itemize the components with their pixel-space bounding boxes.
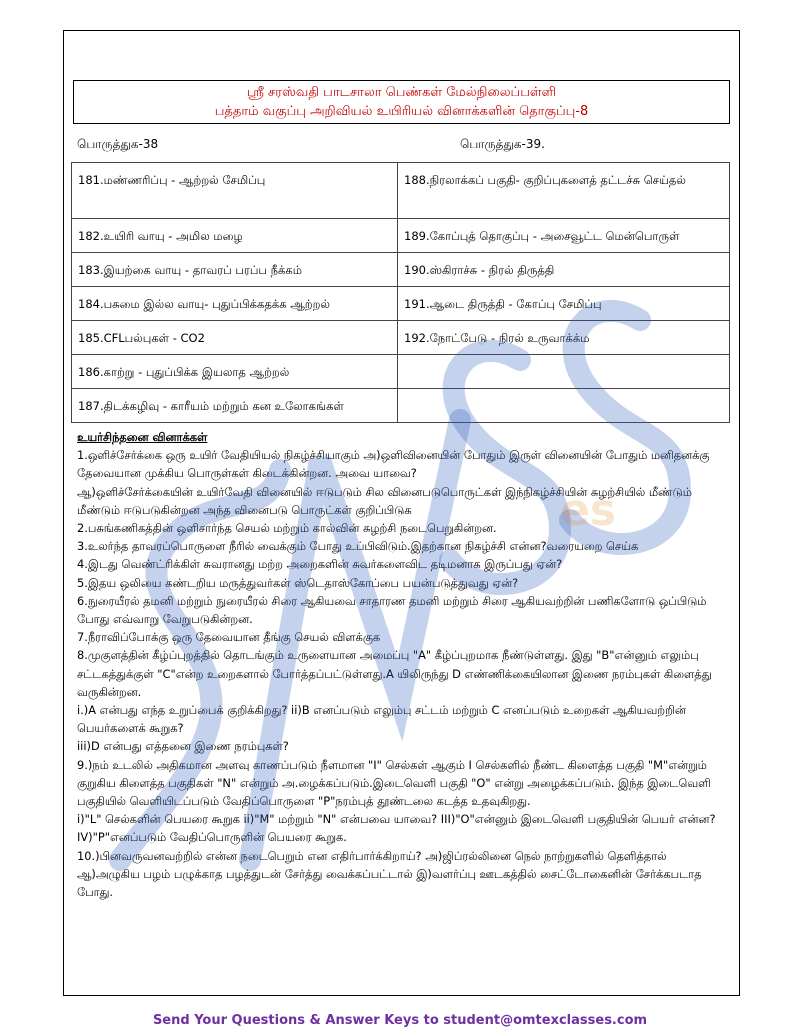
match-cell-empty bbox=[398, 389, 730, 423]
question-line: 10.)பினவருவனவற்றில் என்ன நடைபெறும் என எதிர்பார்க்கிறாய்? அ)ஜிப்ரல்லினை நெல் நாற்றுகளில் தெளித்தால் ஆ)அழுகிய பழம் பழுக்காத பழத்துடன் சேர்த்து வைக்கப்பட்டால் இ)வளர்ப்பு ஊடகத்தில் சைட்டோகைனின் சேர்க்கபடாத போது. bbox=[77, 848, 702, 900]
match-cell-184: 184.பசுமை இல்ல வாயு- புதுப்பிக்கதக்க ஆற்றல் bbox=[72, 287, 398, 321]
match-cell-186: 186.காற்று - புதுப்பிக்க இயலாத ஆற்றல் bbox=[72, 355, 398, 389]
footer-contact: Send Your Questions & Answer Keys to student@omtexclasses.com bbox=[152, 1013, 648, 1028]
match-cell-183: 183.இயற்கை வாயு - தாவரப் பரப்ப நீக்கம் bbox=[72, 253, 398, 287]
match-cell-190: 190.ஸ்கிராச்சு - நிரல் திருத்தி bbox=[398, 253, 730, 287]
svg-text:es: es bbox=[560, 485, 617, 536]
match-table bbox=[71, 162, 730, 423]
match-cell-empty bbox=[398, 355, 730, 389]
question-line: 8.முகுளத்தின் கீழ்ப்புறத்தில் தொடங்கும் உருளையான அமைப்பு "A" கீழ்ப்புறமாக நீண்டுள்ளது. இது "B"என்னும் எலும்பு சட்டகத்துக்குள் "C"என்ற உறைகளால் போர்த்தப்பட்டுள்ளது.A யிலிருந்து D எண்ணிக்கையிலான இணை நரம்புகள் கிளைத்து வருகின்றன. bbox=[77, 648, 712, 699]
match-heading-38: பொருத்துக-38 bbox=[77, 137, 159, 151]
question-line: 5.இதய ஒலியை கண்டறிய மருத்துவர்கள் ஸ்டெதாஸ்கோப்பை பயன்படுத்துவது ஏன்? bbox=[77, 575, 519, 590]
match-heading-39: பொருத்துக-39. bbox=[460, 137, 545, 151]
question-line: 6.நுரையீரல் தமனி மற்றும் நுரையீரல் சிரை ஆகியவை சாதாரண தமனி மற்றும் சிரை ஆகியவற்றின் பணிகளோடு ஒப்பிடும் போது எவ்வாறு வேறுபடுகின்றன. bbox=[77, 593, 707, 627]
questions-section bbox=[77, 428, 727, 901]
table-row bbox=[72, 219, 730, 253]
table-row bbox=[72, 389, 730, 423]
question-line: 4.இடது வெண்ட்ரிக்கிள் சுவரானது மற்ற அறைகளின் சுவர்களைவிட தடிமனாக இருப்பது ஏன்? bbox=[77, 557, 563, 572]
table-row bbox=[72, 321, 730, 355]
table-row bbox=[72, 355, 730, 389]
table-row bbox=[72, 163, 730, 219]
match-cell-192: 192.நோட்பேடு - நிரல் உருவாக்க்ம bbox=[398, 321, 730, 355]
question-line: i)"L" செல்களின் பெயரை கூறுக ii)"M" மற்றும் "N" என்பவை யாவை? III)"O"என்னும் இடைவெளி பகுதியின் பெயர் என்ன? IV)"P"எனப்படும் வேதிப்பொருளின் பெயரை கூறுக. bbox=[77, 812, 716, 845]
question-line: 2.பசுங்கணிகத்தின் ஒளிசார்ந்த செயல் மற்றும் கால்வின் சுழற்சி நடைபெறுகின்றன. bbox=[77, 521, 497, 536]
table-row bbox=[72, 253, 730, 287]
questions-heading: உயர்சிந்தனை வினாக்கள் bbox=[77, 430, 208, 444]
question-line: i.)A என்பது எந்த உறுப்பைக் குறிக்கிறது? ii)B எனப்படும் எலும்பு சட்டம் மற்றும் C எனப்படும் உறைகள் ஆகியவற்றின் பெயர்களைக் கூறுக? bbox=[77, 703, 686, 736]
match-cell-181: 181.மண்ணரிப்பு - ஆற்றல் சேமிப்பு bbox=[72, 163, 398, 219]
match-cell-185: 185.CFLபல்புகள் - CO2 bbox=[72, 321, 398, 355]
match-cell-189: 189.கோப்புத் தொகுப்பு - அசைவூட்ட மென்பொருள் bbox=[398, 219, 730, 253]
match-cell-187: 187.திடக்கழிவு - காரீயம் மற்றும் கன உலோகங்கள் bbox=[72, 389, 398, 423]
title-box bbox=[73, 80, 730, 124]
question-line: 7.நீராவிப்போக்கு ஒரு தேவையான தீங்கு செயல் விளக்குக bbox=[77, 630, 381, 645]
collection-title: பத்தாம் வகுப்பு அறிவியல் உயிரியல் வினாக்களின் தொகுப்பு-8 bbox=[214, 104, 589, 119]
question-line: 3.உலர்ந்த தாவரப்பொருளை நீரில் வைக்கும் போது உப்பிவிடும்.இதற்கான நிகழ்ச்சி என்ன?வரையறை செய்க bbox=[77, 539, 639, 554]
school-name: ஸ்ரீ சரஸ்வதி பாடசாலா பெண்கள் மேல்நிலைப்பள்ளி bbox=[247, 85, 556, 100]
question-line: iii)D என்பது எத்தனை இணை நரம்புகள்? bbox=[77, 739, 289, 754]
match-cell-188: 188.நிரலாக்கப் பகுதி- குறிப்புகளைத் தட்டச்சு செய்தல் bbox=[398, 163, 730, 219]
match-cell-191: 191.ஆடை திருத்தி - கோப்பு சேமிப்பு bbox=[398, 287, 730, 321]
question-line: 1.ஒளிச்சேர்க்கை ஒரு உயிர் வேதியியல் நிகழ்ச்சியாகும் அ)ஒளிவினையின் போதும் இருள் வினையின் போதும் மனிதனக்கு தேவையான முக்கிய பொருள்கள் கிடைக்கின்றன. அவை யாவை? bbox=[77, 448, 710, 481]
question-line: ஆ)ஒளிச்சேர்க்கையின் உயிர்வேதி வினையில் ஈடுபடும் சில வினைபடுபொருட்கள் இந்நிகழ்ச்சியின் சுழற்சியில் மீண்டும் மீண்டும் ஈடுபடுகின்றன அந்த வினைபடு பொருட்கள் குறிப்பிடுக bbox=[77, 484, 692, 517]
match-cell-182: 182.உயிரி வாயு - அமில மழை bbox=[72, 219, 398, 253]
question-line: 9.)நம் உடலில் அதிகமான அளவு காணப்படும் நீளமான "I" செல்கள் ஆகும் I செல்களில் நீண்ட கிளைத்த பகுதி "M"என்றும் குறுகிய கிளைத்த பகுதிகள் "N" என்றும் அ.ழைக்கப்படும்.இடைவெளி பகுதி "O" என்று அழைக்கப்படும். இந்த இடைவெளி பகுதியில் வெளியிடப்படும் வேதிப்பொருளை "P"நரம்புத் தூண்டலை கடத்த உதவுகிறது. bbox=[77, 757, 711, 809]
table-row bbox=[72, 287, 730, 321]
